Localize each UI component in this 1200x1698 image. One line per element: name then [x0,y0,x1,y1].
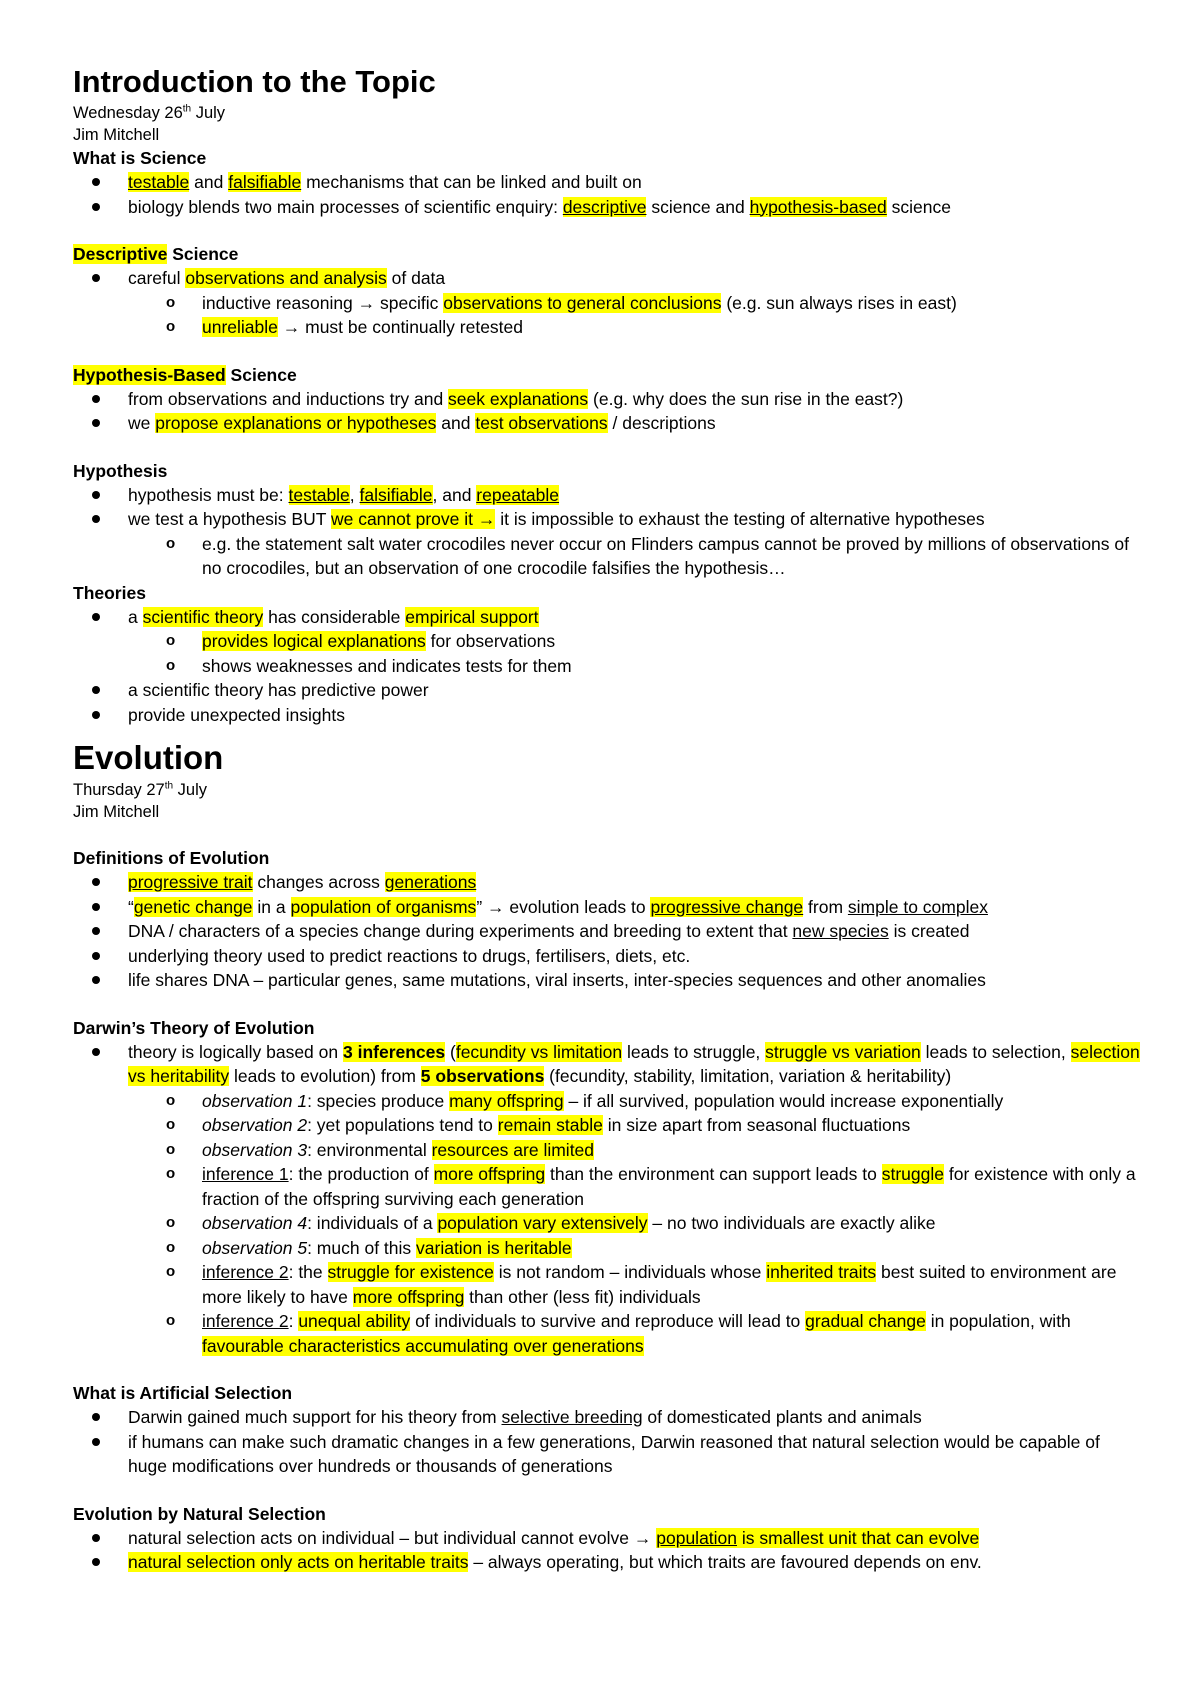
natural-list [73,1526,1143,1575]
sub-list-item: o inference 2: the struggle for existence is not random – individuals whose inherited traits best suited to environment are more likely to have more offspring than other (less fit) individuals [147,1260,1143,1309]
list-item: provide unexpected insights [73,703,1143,728]
heading-theories: Theories [73,582,146,603]
list-item: natural selection acts on individual – but individual cannot evolve → population is smallest unit that can evolve [73,1526,1143,1551]
heading-hypothesis: Hypothesis [73,460,168,481]
sub-list-item: o inference 2: unequal ability of individuals to survive and reproduce will lead to gradual change in population, with favourable characteristics accumulating over generations [147,1309,1143,1358]
list-item: underlying theory used to predict reactions to drugs, fertilisers, diets, etc. [73,944,1143,969]
heading-what-is-science: What is Science [73,148,207,168]
heading-artificial-selection: What is Artificial Selection [73,1383,293,1403]
list-item: if humans can make such dramatic changes in a few generations, Darwin reasoned that natural selection would be capable of huge modifications over hundreds or thousands of generations [73,1430,1143,1479]
intro-date: Wednesday 26th July [73,103,226,122]
sub-list-item: o observation 2: yet populations tend to remain stable in size apart from seasonal fluctuations [147,1113,1143,1138]
list-item: a scientific theory has considerable empirical support o provides logical explanations for observations o shows weaknesses and indicates tests for them [73,605,1143,679]
list-item: Darwin gained much support for his theory from selective breeding of domesticated plants and animals [73,1405,1143,1430]
hypothesis-list [73,483,1143,581]
sub-list-item: o observation 4: individuals of a population vary extensively – no two individuals are exactly alike [147,1211,1143,1236]
sub-list-item: o observation 3: environmental resources are limited [147,1138,1143,1163]
darwin-list [73,1040,1143,1359]
sub-list-item: o shows weaknesses and indicates tests for them [147,654,1143,679]
list-item: “genetic change in a population of organisms” → evolution leads to progressive change from simple to complex [73,895,1143,920]
heading-definitions-of-evolution: Definitions of Evolution [73,848,270,868]
sub-list-item: o inference 1: the production of more offspring than the environment can support leads to struggle for existence with only a fraction of the offspring surviving each generation [147,1162,1143,1211]
list-item: we test a hypothesis BUT we cannot prove it → it is impossible to exhaust the testing of alternative hypotheses o e.g. the statement salt water crocodiles never occur on Flinders campus cannot be proved by millions of observations of no crocodiles, but an observation of one crocodile falsifies the hypothesis… [73,507,1143,581]
sub-list-item: o observation 1: species produce many offspring – if all survived, population would increase exponentially [147,1089,1143,1114]
sub-list-item: o e.g. the statement salt water crocodiles never occur on Flinders campus cannot be proved by millions of observations of no crocodiles, but an observation of one crocodile falsifies the hypothesis… [147,532,1143,581]
evolution-author: Jim Mitchell [73,803,160,821]
artificial-list [73,1405,1143,1479]
list-item: natural selection only acts on heritable traits – always operating, but which traits are favoured depends on env. [73,1550,1143,1575]
evolution-title: Evolution [73,739,224,776]
evolution-date: Thursday 27th July [73,780,207,799]
list-item: from observations and inductions try and seek explanations (e.g. why does the sun rise in the east?) [73,387,1143,412]
list-item: hypothesis must be: testable, falsifiable, and repeatable [73,483,1143,508]
sub-list-item: o unreliable → must be continually retested [147,315,1143,340]
document-page [73,62,1143,1575]
intro-author: Jim Mitchell [73,126,160,144]
list-item: testable and falsifiable mechanisms that can be linked and built on [73,170,1143,195]
heading-darwins-theory: Darwin’s Theory of Evolution [73,1017,315,1038]
science-list [73,170,1143,219]
list-item: careful observations and analysis of data o inductive reasoning → specific observations to general conclusions (e.g. sun always rises in east) o unreliable → must be continually retested [73,266,1143,340]
heading-descriptive-science: Descriptive Science [73,244,239,264]
list-item: theory is logically based on 3 inferences (fecundity vs limitation leads to struggle, struggle vs variation leads to selection, selection vs heritability leads to evolution) from 5 observations (fecundity, stability, limitation, variation & heritability) o observation 1: species produce many offspring – if all survived, population would increase exponentially o observation 2: yet populations tend to remain stable in size apart from seasonal fluctuations o observation 3: environmental resources are limited o inference 1: the production of more offspring than the environment can support leads to struggle for existence with only a fraction of the offspring surviving each generation o observation 4: individuals of a population vary extensively – no two individuals are exactly alike o observation 5: much of this variation is heritable o inference 2: the struggle for existence is not random – individuals whose inherited traits best suited to environment are more likely to have more offspring than other (less fit) individuals o inference 2: unequal ability of individuals to survive and reproduce will lead to gradual change in population, with favourable characteristics accumulating over generations [73,1040,1143,1359]
list-item: a scientific theory has predictive power [73,678,1143,703]
sub-list-item: o provides logical explanations for observations [147,629,1143,654]
list-item: we propose explanations or hypotheses and test observations / descriptions [73,411,1143,436]
definitions-list [73,870,1143,993]
heading-natural-selection: Evolution by Natural Selection [73,1503,326,1524]
list-item: progressive trait changes across generations [73,870,1143,895]
list-item: biology blends two main processes of scientific enquiry: descriptive science and hypothesis-based science [73,195,1143,220]
intro-title: Introduction to the Topic [73,64,436,99]
sub-list-item: o observation 5: much of this variation is heritable [147,1236,1143,1261]
descriptive-list [73,266,1143,340]
heading-hypothesis-based-science: Hypothesis-Based Science [73,364,297,385]
sub-list-item: o inductive reasoning → specific observations to general conclusions (e.g. sun always rises in east) [147,291,1143,316]
theories-list [73,605,1143,728]
list-item: DNA / characters of a species change during experiments and breeding to extent that new species is created [73,919,1143,944]
hypothesis-based-list [73,387,1143,436]
list-item: life shares DNA – particular genes, same mutations, viral inserts, inter-species sequences and other anomalies [73,968,1143,993]
